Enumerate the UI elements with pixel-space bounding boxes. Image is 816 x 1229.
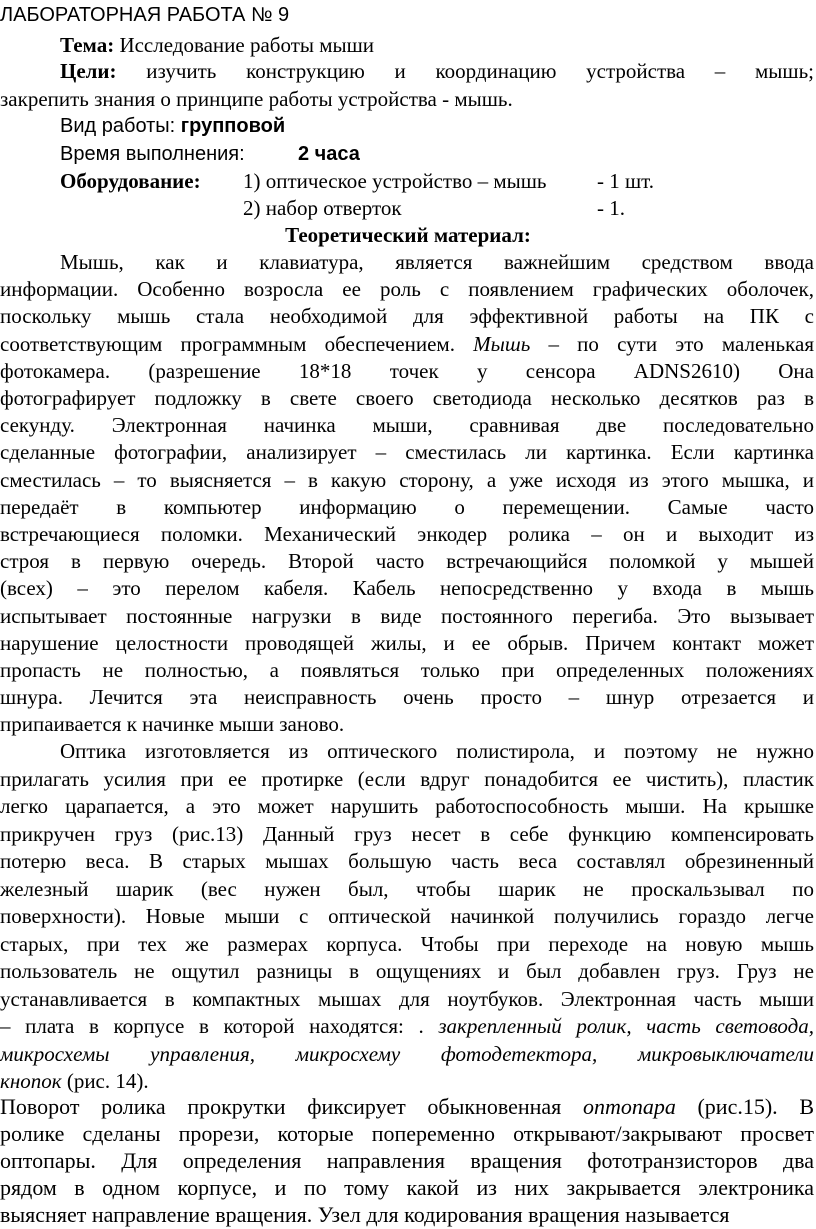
para3-line (0, 1094, 814, 1120)
emphasized-text: закрепленный ролик, часть световода, (438, 1014, 814, 1038)
para1-line: фотокамера. (разрешение 18*18 точек у сенсора ADNS2610) Она (0, 358, 814, 383)
equipment-label: Оборудование: (60, 169, 201, 193)
text-run: (рис.15). В (675, 1094, 814, 1119)
para2-line (0, 1041, 814, 1067)
para2-line: устанавливается в компактных мышах для ноутбуков. Электронная часть мыши (0, 986, 814, 1011)
para2-line: поверхности). Новые мыши с оптической начинкой получились гораздо легче (0, 904, 814, 928)
equipment-qty-2: - 1. (597, 196, 625, 220)
topic-label: Тема: (60, 33, 115, 57)
para1-line: Мышь, как и клавиатура, является важнейшим средством ввода (60, 250, 814, 274)
para1-line: испытывает постоянные нагрузки в виде постоянного перегиба. Это вызывает (0, 603, 814, 628)
para2-line (0, 1013, 814, 1039)
para1-line: пропасть не полностью, а появляться только при определенных положениях (0, 658, 814, 682)
para3-line: оптопары. Для определения направления вращения фототранзисторов два (0, 1148, 814, 1173)
para3-line: рядом в одном корпусе, и по тому какой из них закрывается электроника (0, 1175, 814, 1200)
equipment-item-2: 2) набор отверток (243, 196, 402, 220)
para2-line: прикручен груз (рис.13) Данный груз несет в себе функцию компенсировать (0, 821, 814, 846)
para1-line: секунду. Электронная начинка мыши, сравнивая две последовательно (0, 413, 814, 438)
para1-line: (всех) – это перелом кабеля. Кабель непосредственно у входа в мышь (0, 576, 814, 601)
equipment-qty-1: - 1 шт. (597, 169, 655, 193)
equipment-item-1: 1) оптическое устройство – мышь (243, 169, 547, 193)
topic-line (60, 32, 816, 58)
para2-line: прилагать усилия при ее протирке (если вдруг понадобится ее чистить), пластик (0, 766, 814, 791)
para1-line: сместилась – то выясняется – в какую сторону, а уже исходя из этого мышка, и (0, 467, 814, 492)
para1-line: нарушение целостности проводящей жилы, и ее обрыв. Причем контакт может (0, 630, 814, 655)
para2-line: пользователь не ощутил разницы в ощущениях и был добавлен груз. Груз не (0, 959, 814, 983)
emphasized-text: микросхемы управления, микросхему фотодетектора, микровыключатели (0, 1041, 814, 1066)
para2-line: Оптика изготовляется из оптического полистирола, и поэтому не нужно (60, 739, 814, 763)
goals-line-2: закрепить знания о принципе работы устройства - мышь. (0, 87, 513, 111)
goals-label: Цели: (60, 59, 117, 83)
text-run: Поворот ролика прокрутки фиксирует обыкновенная (0, 1094, 583, 1119)
para2-line: железный шарик (вес нужен был, чтобы шарик не проскальзывал по (0, 876, 814, 901)
time-value: 2 часа (298, 143, 360, 165)
text-run: – по сути это маленькая (530, 331, 814, 356)
para1-line: поскольку мышь стала необходимой для эффективной работы на ПК с (0, 304, 814, 329)
emphasized-text: оптопара (582, 1094, 676, 1119)
work-type-label: Вид работы: (60, 115, 181, 137)
para1-line (0, 331, 814, 357)
para1-line: шнура. Лечится эта неисправность очень просто – шнур отрезается и (0, 685, 814, 710)
para2-line (0, 1068, 816, 1094)
para1-line: встречающиеся поломки. Механический энкодер ролика – он и выходит из (0, 522, 814, 546)
para2-line: потерю веса. В старых мышах большую часть веса составлял обрезиненный (0, 849, 814, 873)
para1-line: строя в первую очередь. Второй часто встречающийся поломкой у мышей (0, 549, 814, 574)
para1-line: передаёт в компьютер информацию о перемещении. Самые часто (0, 494, 814, 519)
goals-text-1: изучить конструкцию и координацию устройства – мышь; (116, 59, 814, 83)
para1-line: информации. Особенно возросла ее роль с появлением графических оболочек, (0, 277, 814, 302)
work-type-value: групповой (180, 115, 286, 137)
goals-line-1 (60, 58, 814, 84)
text-run: соответствующим программным обеспечением. (0, 331, 474, 356)
para3-line: выясняет направление вращения. Узел для кодирования вращения называется (0, 1202, 730, 1227)
text-run: (рис. 14). (61, 1069, 149, 1093)
emphasized-text: Мышь (473, 331, 531, 356)
para2-line: легко царапается, а это может нарушить работоспособность мыши. На крышке (0, 794, 814, 818)
lab-title: ЛАБОРАТОРНАЯ РАБОТА № 9 (0, 4, 290, 26)
para3-line: ролике сделаны прорези, которые попеременно открывают/закрывают просвет (0, 1121, 814, 1146)
topic-value: Исследование работы мыши (114, 33, 375, 57)
time-label: Время выполнения: (60, 143, 245, 165)
emphasized-text: кнопок (0, 1069, 62, 1093)
text-run: – плата в корпусе в которой находятся: . (0, 1014, 439, 1038)
para1-line: припаивается к начинке мыши заново. (0, 712, 345, 737)
para1-line: фотографирует подложку в свете своего светодиода несколько десятков раз в (0, 386, 814, 410)
para2-line: старых, при тех же размерах корпуса. Чтобы при переходе на новую мышь (0, 931, 814, 956)
work-type-line (60, 113, 816, 139)
para1-line: сделанные фотографии, анализирует – сместилась ли картинка. Если картинка (0, 440, 814, 465)
section-title: Теоретический материал: (285, 223, 531, 247)
